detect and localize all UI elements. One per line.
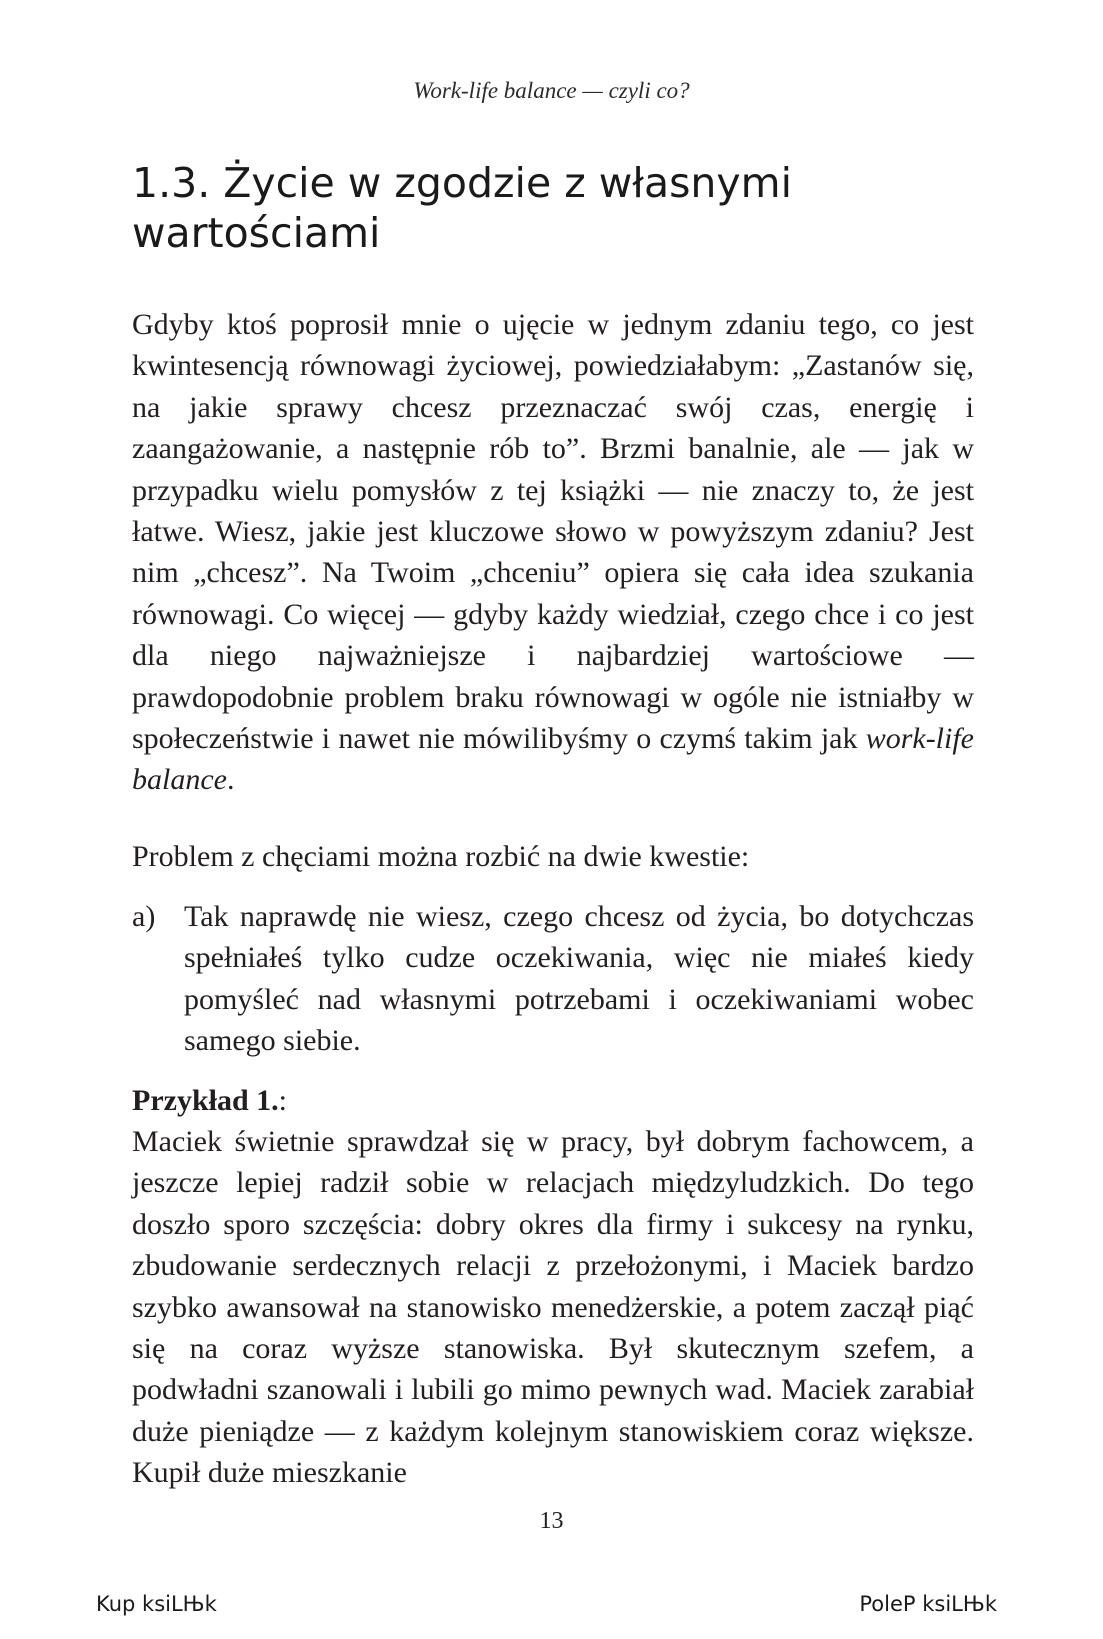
example-heading [132,1080,287,1121]
running-header: Work-life balance — czyli co? [413,78,690,103]
example-colon: : [278,1084,288,1117]
paragraph-intro [132,304,974,801]
buy-book-link[interactable]: Kup ksiLЊk [96,1592,217,1616]
paragraph-intro-text: Gdyby ktoś poprosił mnie o ujęcie w jednym zdaniu tego, co jest kwintesencją równowagi życiowej, powiedziałabym: „Zastanów się, na jakie sprawy chcesz przeznaczać swój czas, energię i zaangażowanie, a następnie rób to”. Brzmi banalnie, ale — jak w przypadku wielu pomysłów z tej książki — nie znaczy to, że jest łatwe. Wiesz, jakie jest kluczowe słowo w powyższym zdaniu? Jest nim „chcesz”. Na Twoim „chceniu” opiera się cała idea szukania równowagi. Co więcej — gdyby każdy wiedział, czego chce i co jest dla niego najważniejsze i najbardziej wartościowe — prawdopodobnie problem braku równowagi w ogóle nie istniałby w społeczeństwie i nawet nie mówilibyśmy o czymś takim jak [132,308,974,756]
example-label: Przykład 1. [132,1084,279,1117]
paragraph-intro-end: . [226,763,235,797]
list-item-text: Tak naprawdę nie wiesz, czego chcesz od życia, bo dotychczas spełniałeś tylko cudze oczekiwania, więc nie miałeś kiedy pomyśleć nad własnymi potrzebami i oczekiwaniami wobec samego siebie. [184,900,974,1058]
recommend-book-link[interactable]: PoleP ksiLЊk [859,1592,997,1616]
list-marker: a) [132,900,156,933]
section-title: 1.3. Życie w zgodzie z własnymi wartościami [132,159,793,257]
paragraph-example: Maciek świetnie sprawdzał się w pracy, był dobrym fachowcem, a jeszcze lepiej radził sobie w relacjach międzyludzkich. Do tego doszło sporo szczęścia: dobry okres dla firmy i sukcesy na rynku, zbudowanie serdecznych relacji z przełożonymi, i Maciek bardzo szybko awansował na stanowisko menedżerskie, a potem zaczął piąć się na coraz wyższe stanowiska. Był skutecznym szefem, a podwładni szanowali i lubili go mimo pewnych wad. Maciek zarabiał duże pieniądze — z każdym kolejnym stanowiskiem coraz większe. Kupił duże mieszkanie [132,1125,974,1490]
page-number: 13 [539,1508,564,1534]
paragraph-problem: Problem z chęciami można rozbić na dwie kwestie: [132,840,750,873]
paragraph-intro-emphasis: work-life balance [132,722,974,797]
list-item-a [132,896,974,1062]
